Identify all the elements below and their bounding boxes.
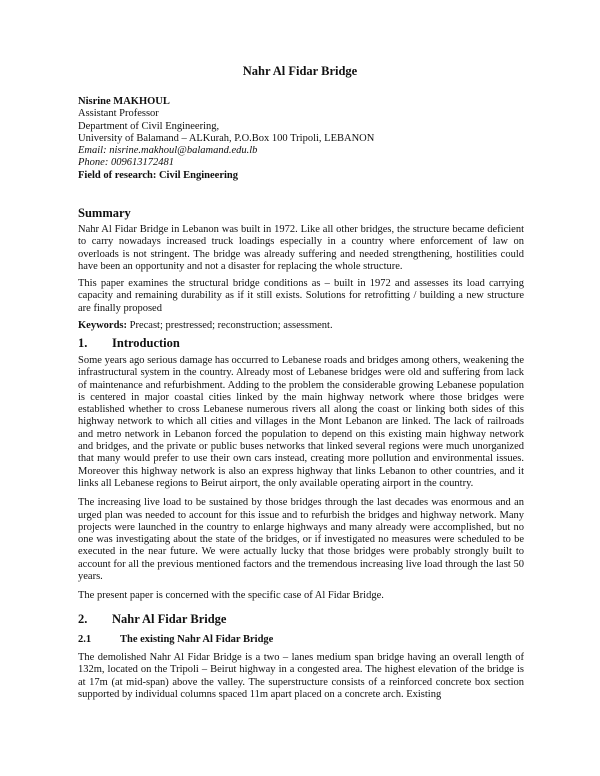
author-email: Email: nisrine.makhoul@balamand.edu.lb [78,145,258,157]
section-2-heading [78,612,524,627]
summary-heading: Summary [78,206,131,220]
subsection-2-1-title: The existing Nahr Al Fidar Bridge [120,634,274,645]
section-2-number: 2. [78,612,88,626]
intro-paragraph-1: Some years ago serious damage has occurred to Lebanese roads and bridges among others, weakening the infrastructural system in the country. Already most of Lebanese bridges were old and suffering from lack of maintenance and refurbishment. Adding to the problem the considerable growing Lebanese population is centered in major coastal cities linked by the main highway network where those bridges were established whether to cross Lebanese numerous rivers all along the coast or linking both sides of this highway network to which all cities and villages in the Mont Lebanon are linked. The lack of railroads and metro network in Lebanon forced the population to depend on this existing main highway network and bridges, and the private or public buses networks that linked several regions were much unorganized that many would prefer to use their own cars instead, creating more pollution and environmental issues. Moreover this highway network is also an express highway that links Lebanon to other countries, and it links all Lebanese regions to Beirut airport, the only available operating airport in the country. [78,355,524,489]
bridge-paragraph-1: The demolished Nahr Al Fidar Bridge is a two – lanes medium span bridge having an overall length of 132m, located on the Tripoli – Beirut highway in a congested area. The highest elevation of the bridge is at 17m (at mid-span) above the valley. The superstructure consists of a reinforced concrete box section supported by individual columns spaced 11m apart placed on a concrete arch. Existing [78,652,524,700]
author-name: Nisrine MAKHOUL [78,96,170,107]
section-1-body [78,355,524,603]
section-2-title: Nahr Al Fidar Bridge [112,612,227,626]
paper-title: Nahr Al Fidar Bridge [242,64,358,78]
section-1-number: 1. [78,336,88,350]
author-university: University of Balamand – ALKurah, P.O.Box 100 Tripoli, LEBANON [78,132,375,144]
section-1-title: Introduction [112,336,180,350]
author-department: Department of Civil Engineering, [78,120,220,132]
author-phone: Phone: 009613172481 [78,157,174,169]
author-position: Assistant Professor [78,108,159,120]
keywords-label: Keywords: [78,320,127,332]
keywords-text: Precast; prestressed; reconstruction; assessment. [127,320,333,332]
author-block [78,96,524,170]
subsection-2-1-number: 2.1 [78,634,92,645]
intro-paragraph-3: The present paper is concerned with the specific case of Al Fidar Bridge. [78,590,384,602]
summary-body [78,224,524,332]
intro-paragraph-2: The increasing live load to be sustained by those bridges through the last decades was enormous and an urged plan was needed to account for this issue and to refurbish the bridges and highway network. Many projects were launched in the country to enlarge highways and many already were accomplished, but no one was investigating about the state of the bridges, or if investigated no measures were scheduled to be executed in the near future. We were actually lucky that those bridges were probably strongly built to account for all the previous mentioned factors and the tremendous increasing live load through the last 50 years. [78,497,524,583]
summary-paragraph-1: Nahr Al Fidar Bridge in Lebanon was built in 1972. Like all other bridges, the structure became deficient to carry nowadays increased truck loadings especially in a country where enforcement of law on overloads is not stringent. The bridge was already suffering and needed strengthening, hostilities could have been an opportunity and not a disaster for replacing the whole structure. [78,224,524,272]
keywords-line [78,320,524,332]
field-of-research: Field of research: Civil Engineering [78,170,239,181]
summary-paragraph-2: This paper examines the structural bridge conditions as – built in 1972 and assesses its load carrying capacity and remaining durability as if it still exists. Solutions for retrofitting / building a new structure are finally proposed [78,278,524,314]
section-1-heading [78,336,524,351]
subsection-2-1-heading [78,634,524,646]
section-2-body [78,652,524,701]
